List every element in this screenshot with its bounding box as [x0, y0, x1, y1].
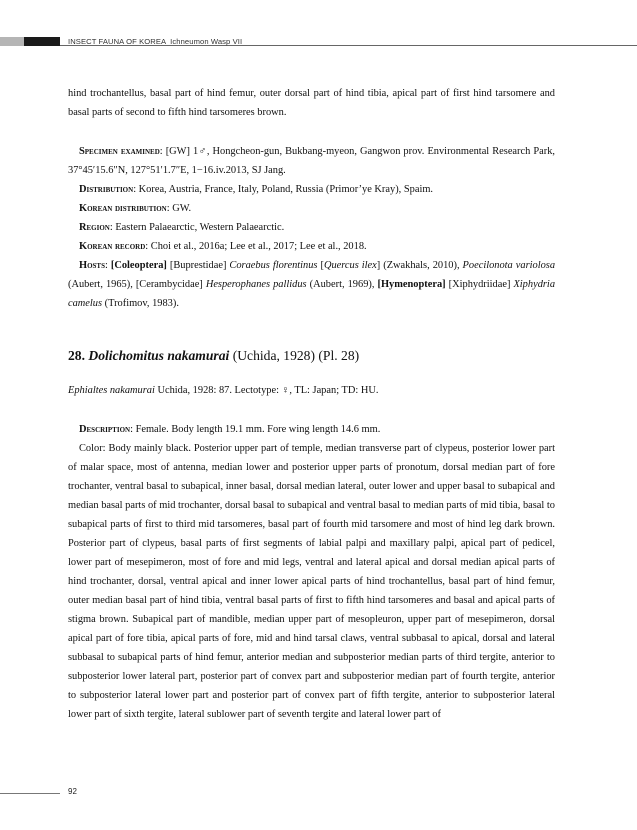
- footer-rule: [0, 793, 60, 794]
- korean-record: Korean record: Choi et al., 2016a; Lee et al., 2017; Lee et al., 2018.: [79, 241, 367, 252]
- species-heading: 28. Dolichomitus nakamurai (Uchida, 1928) (Pl. 28): [68, 348, 360, 363]
- header-bar-gray: [0, 37, 24, 46]
- header-bar-black: [24, 37, 60, 46]
- page-body: [68, 84, 555, 724]
- running-header: [68, 37, 242, 46]
- intro-paragraph: hind trochantellus, basal part of hind femur, outer dorsal part of hind tibia, apical part of first hind tarsomere and basal parts of second to fifth hind tarsomeres brown.: [68, 88, 555, 118]
- description: Description: Female. Body length 19.1 mm. Fore wing length 14.6 mm.: [79, 424, 381, 435]
- specimen-examined: Specimen examined: [GW] 1♂, Hongcheon-gun, Bukbang-myeon, Gangwon prov. Environmental Research Park, 37°45′15.6″N, 127°51′1.7″E, 1−16.iv.2013, SJ Jang.: [68, 146, 556, 176]
- region: Region: Eastern Palaearctic, Western Palaearctic.: [79, 222, 285, 233]
- color-paragraph: Color: Body mainly black. Posterior upper part of temple, median transverse part of clypeus, posterior lower part of malar space, most of antenna, median lower and posterior upper parts of pronotum, dorsal median part of fore trochanter, ventral basal to subapical, inner basal, dorsal median lateral, outer lower and upper basal to subapical and median basal parts of mid trochanter, dorsal basal to subapical and ventral basal to median parts of mid tibia, basal to subapical parts of first to third mid tarsomeres, basal part of fourth mid tarsomere and most of hind leg dark brown. Posterior part of clypeus, basal parts of first segments of labial palpi and maxillary palpi, apical part of pedicel, lower part of mesepimeron, most of fore and mid legs, ventral and lateral apical and dorsal median apical parts of hind trochanter, dorsal, ventral apical and inner lower apical parts of hind trochantellus, basal part of hind femur, outer median basal part of hind tibia, ventral basal parts of first to fifth hind tarsomeres and basal and apical parts of stigma brown. Subapical part of mandible, median upper part of mesopleuron, upper part of mesepimeron, dorsal apical part of fore tibia, apical parts of fore, mid and hind tarsal claws, ventral subbasal to apical, dorsal and lateral subbasal to subapical parts of hind femur, anterior median and subposterior median parts of third tergite, anterior to subposterior lower lateral part, posterior part of convex part and subposterior median part of fourth tergite, anterior to subposterior lateral lower part and posterior part of convex part of fifth tergite, anterior to subposterior lateral lower part of sixth tergite, lateral sublower part of seventh tergite and lateral lower part of: [68, 443, 555, 720]
- synonym: Ephialtes nakamurai Uchida, 1928: 87. Lectotype: ♀, TL: Japan; TD: HU.: [68, 385, 379, 396]
- header-title: INSECT FAUNA OF KOREA: [68, 37, 167, 46]
- korean-distribution: Korean distribution: GW.: [79, 203, 192, 214]
- distribution: Distribution: Korea, Austria, France, Italy, Poland, Russia (Primor’ye Kray), Spaim.: [79, 184, 434, 195]
- hosts: Hosts: [Coleoptera] [Buprestidae] Coraebus florentinus [Quercus ilex] (Zwakhals, 2010), Poecilonota variolosa (Aubert, 1965), [Cerambycidae] Hesperophanes pallidus (Aubert, 1969), [Hymenoptera] [Xiphydriidae] Xiphydria camelus (Trofimov, 1983).: [68, 260, 556, 309]
- header-subtitle: Ichneumon Wasp VII: [170, 37, 243, 46]
- page-number: 92: [68, 787, 77, 796]
